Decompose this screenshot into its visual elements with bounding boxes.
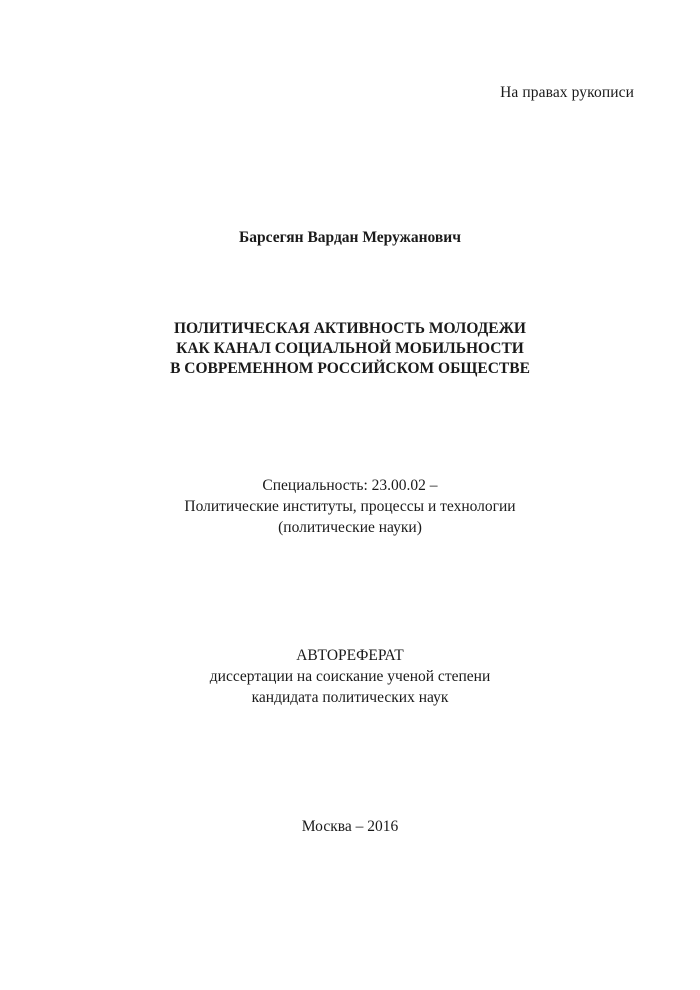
- specialty-block: [0, 475, 700, 538]
- title-line: КАК КАНАЛ СОЦИАЛЬНОЙ МОБИЛЬНОСТИ: [176, 340, 524, 357]
- abstract-degree: кандидата политических наук: [251, 689, 449, 706]
- abstract-purpose: диссертации на соискание ученой степени: [209, 668, 491, 685]
- specialty-code: Специальность: 23.00.02 –: [262, 477, 438, 494]
- author-name: Барсегян Вардан Меружанович: [239, 229, 461, 246]
- abstract-heading: АВТОРЕФЕРАТ: [296, 647, 404, 664]
- title-line: ПОЛИТИЧЕСКАЯ АКТИВНОСТЬ МОЛОДЕЖИ: [173, 320, 526, 337]
- dissertation-title: [0, 319, 700, 379]
- title-line: В СОВРЕМЕННОМ РОССИЙСКОМ ОБЩЕСТВЕ: [170, 360, 530, 377]
- specialty-field: (политические науки): [278, 519, 422, 536]
- rights-note: На правах рукописи: [500, 84, 634, 101]
- place-year: Москва – 2016: [301, 818, 399, 835]
- specialty-name: Политические институты, процессы и технологии: [184, 498, 516, 515]
- abstract-block: [0, 645, 700, 708]
